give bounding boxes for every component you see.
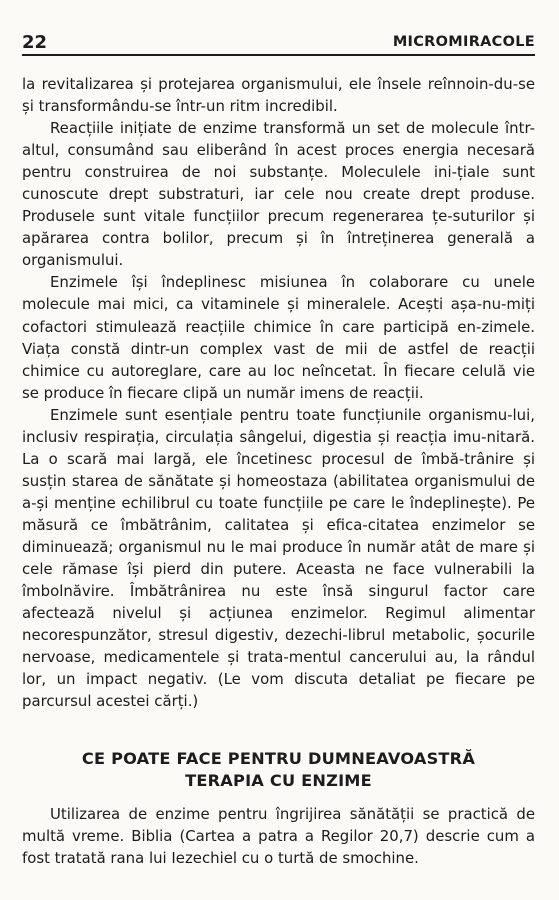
running-head: MICROMIRACOLE bbox=[392, 34, 535, 50]
paragraph-enzyme-therapy: Utilizarea de enzime pentru îngrijirea sănătății se practică de multă vreme. Biblia (Cartea a patra a Regilor 20,7) descrie cum a fost tratată rana lui Iezechiel cu o turtă de smochine. bbox=[22, 805, 535, 868]
section-body bbox=[22, 803, 535, 869]
section-heading-line-1: CE POATE FACE PENTRU DUMNEAVOASTRĂ bbox=[81, 749, 476, 768]
paragraph-cofactors: Enzimele își îndeplinesc misiunea în colaborare cu unele molecule mai mici, ca vitaminele și mineralele. Acești așa-nu-miți cofactori stimulează reacțiile chimice în care participă en-zimele. Viața constă dintr-un complex vast de mii de astfel de reacții chimice cu autoreglare, care au loc neîncetat. În fiecare celulă vie se produce în fiecare clipă un număr imens de reacții. bbox=[22, 273, 535, 402]
section-heading bbox=[22, 748, 535, 792]
page-header bbox=[22, 30, 535, 56]
paragraph-enzyme-reactions: Reacțiile inițiate de enzime transformă un set de molecule într-altul, consumând sau eliberând în acest proces energia necesară pentru construirea de noi substanțe. Moleculele ini-țiale sunt cunoscute drept substraturi, iar cele nou create drept produse. Produsele sunt vitale funcțiilor precum regenerarea țe-suturilor și apărarea contra bolilor, precum și în întreținerea generală a organismului. bbox=[22, 119, 535, 270]
body-text bbox=[22, 73, 535, 712]
paragraph-continuation: la revitalizarea și protejarea organismului, ele însele reînnoin-du-se și transformându-se într-un ritm incredibil. bbox=[22, 75, 535, 116]
paragraph-enzyme-functions: Enzimele sunt esențiale pentru toate funcțiunile organismu-lui, inclusiv respirația, circulația sângelui, digestia și reacția imu-nitară. La o scară mai largă, ele încetinesc procesul de îmbă-trânire și susțin starea de sănătate și homeostaza (abilitatea organismului de a-și menține echilibrul cu toate funcțiile pe care le îndeplinește). Pe măsură ce îmbătrânim, calitatea și efica-citatea enzimelor se diminuează; organismul nu le mai produce în număr atât de mare și cele rămase își pierd din putere. Aceasta ne face vulnerabili la îmbolnăvire. Îmbătrânirea nu este însă singurul factor care afectează nivelul și acțiunea enzimelor. Regimul alimentar necorespunzător, stresul digestiv, dezechi-librul metabolic, șocurile nervoase, medicamentele și trata-mentul cancerului au, la rândul lor, un impact negativ. (Le vom discuta detaliat pe fiecare pe parcursul acestei cărți.) bbox=[22, 405, 535, 711]
section-heading-line-2: TERAPIA CU ENZIME bbox=[185, 771, 372, 790]
page-number: 22 bbox=[22, 32, 48, 53]
